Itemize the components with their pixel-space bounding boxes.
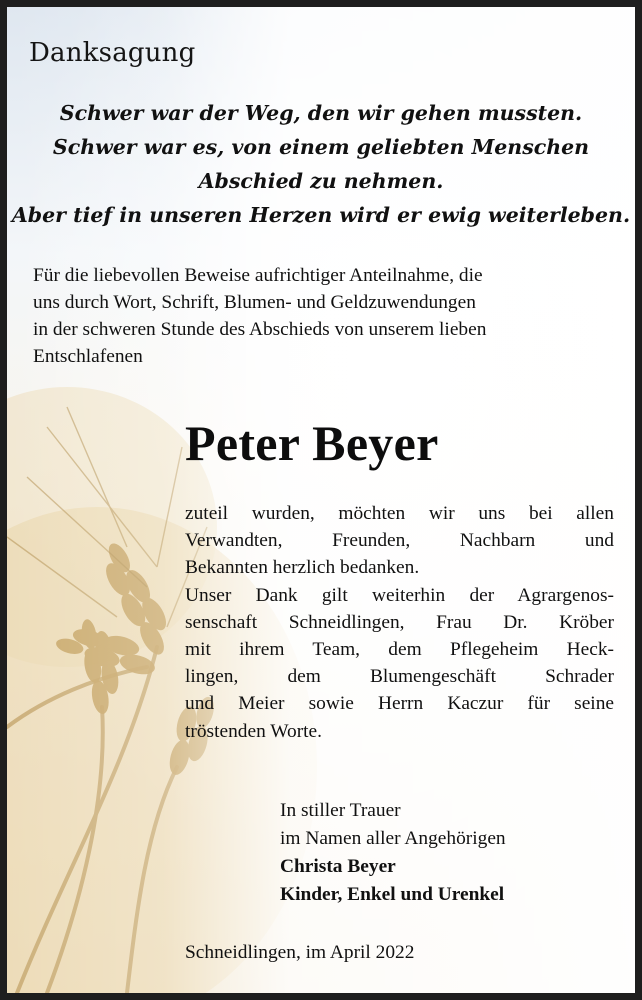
body-line: Verwandten, Freunden, Nachbarn und (185, 530, 614, 552)
intro-line: uns durch Wort, Schrift, Blumen- und Geldzuwendungen (33, 292, 476, 313)
signer-family: Kinder, Enkel und Urenkel (280, 884, 505, 905)
intro-line: in der schweren Stunde des Abschieds von unserem lieben (33, 319, 487, 340)
closing-line: im Namen aller Angehörigen (280, 828, 506, 849)
memorial-poem (7, 96, 635, 232)
body-line: und Meier sowie Herrn Kaczur für seine (185, 693, 614, 715)
body-line: mit ihrem Team, dem Pflegeheim Heck- (185, 639, 614, 661)
poem-line: Abschied zu nehmen. (198, 169, 444, 193)
thanks-paragraph (185, 500, 614, 745)
intro-line: Für die liebevollen Beweise aufrichtiger Anteilnahme, die (33, 265, 483, 286)
closing-line: In stiller Trauer (280, 800, 401, 821)
poem-line: Schwer war es, von einem geliebten Menschen (52, 135, 590, 159)
poem-line: Schwer war der Weg, den wir gehen mussten. (59, 101, 583, 125)
body-line: Unser Dank gilt weiterhin der Agrargenos- (185, 584, 614, 606)
signer-name: Christa Beyer (280, 856, 396, 877)
signature-block (280, 797, 506, 909)
body-line: senschaft Schneidlingen, Frau Dr. Kröber (185, 611, 614, 633)
body-line: zuteil wurden, möchten wir uns bei allen (185, 503, 614, 524)
body-line: lingen, dem Blumengeschäft Schrader (185, 666, 614, 688)
notice-title: Danksagung (29, 38, 196, 68)
body-line: Bekannten herzlich bedanken. (185, 557, 420, 579)
intro-line: Entschlafenen (33, 346, 143, 367)
intro-paragraph (33, 262, 617, 370)
place-date: Schneidlingen, im April 2022 (185, 942, 415, 963)
body-line: tröstenden Worte. (185, 720, 323, 742)
deceased-name: Peter Beyer (185, 415, 439, 471)
poem-line: Aber tief in unseren Herzen wird er ewig weiterleben. (11, 203, 631, 227)
